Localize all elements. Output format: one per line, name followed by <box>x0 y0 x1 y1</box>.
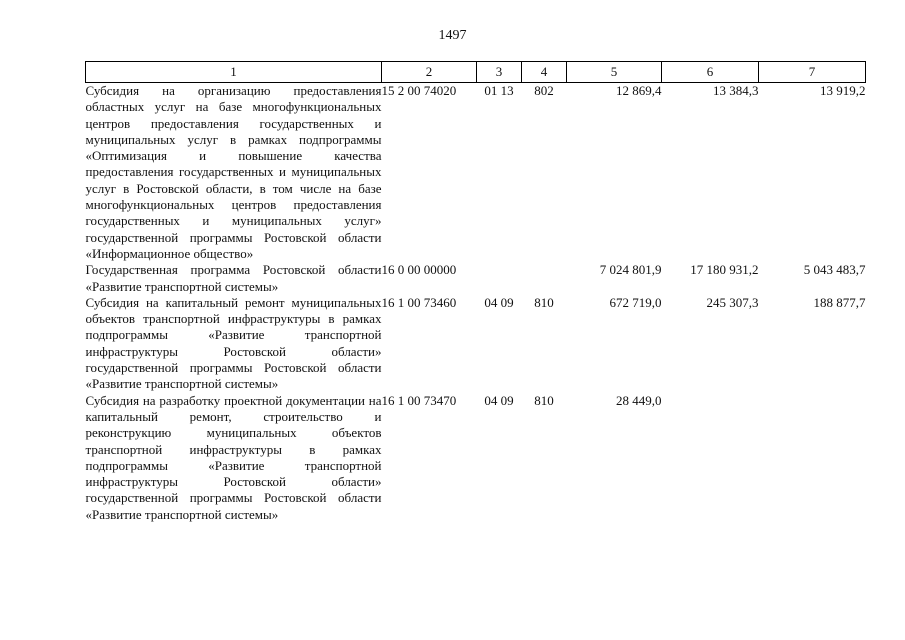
row-expense-type: 802 <box>534 83 554 98</box>
header-col-7: 7 <box>759 62 866 83</box>
header-col-4: 4 <box>522 62 567 83</box>
header-col-6: 6 <box>662 62 759 83</box>
row-section-code: 04 09 <box>484 294 514 310</box>
table-row <box>86 83 866 263</box>
row-target-code: 16 1 00 73470 <box>381 392 457 408</box>
table-header <box>86 62 866 83</box>
row-section-code: 01 13 <box>484 83 514 98</box>
row-amount-year-2 <box>662 393 759 523</box>
row-amount-year-2: 13 384,3 <box>713 83 759 98</box>
row-amount-year-1: 672 719,0 <box>609 294 662 310</box>
header-row <box>86 62 866 83</box>
row-amount-year-1: 7 024 801,9 <box>599 262 662 278</box>
row-name: Субсидия на организацию предоставления областных услуг на базе многофункциональных центров предоставления государственных и муниципальных услуг в рамках подпрограммы «Оптимизация и повышение качества предоставления государственных и муниципальных услуг в Ростовской области, в том числе на базе многофункциональных центров предоставления государственных и муниципальных услуг» государственной программы Ростовской области «Информационное общество» <box>85 83 382 261</box>
row-amount-year-3: 13 919,2 <box>820 83 866 98</box>
page-number: 1497 <box>438 28 467 43</box>
header-col-5: 5 <box>567 62 662 83</box>
row-amount-year-1: 28 449,0 <box>616 392 662 408</box>
budget-table <box>85 61 866 523</box>
row-amount-year-2: 245 307,3 <box>706 294 759 310</box>
row-name: Субсидия на капитальный ремонт муниципальных объектов транспортной инфраструктуры в рамках подпрограммы «Развитие транспортной инфраструктуры Ростовской области» государственной программы Ростовской области «Развитие транспортной системы» <box>85 294 382 392</box>
row-amount-year-3 <box>759 393 866 523</box>
row-amount-year-2: 17 180 931,2 <box>690 262 759 278</box>
row-section-code: 04 09 <box>484 392 514 408</box>
row-expense-type <box>522 262 567 295</box>
row-section-code <box>477 262 522 295</box>
table-row <box>86 295 866 393</box>
table-body <box>86 83 866 524</box>
table-row <box>86 262 866 295</box>
row-amount-year-1: 12 869,4 <box>616 83 662 98</box>
row-name: Субсидия на разработку проектной документации на капитальный ремонт, строительство и реконструкцию муниципальных объектов транспортной инфраструктуры в рамках подпрограммы «Развитие транспортной инфраструктуры Ростовской области» государственной программы Ростовской области «Развитие транспортной системы» <box>85 392 382 522</box>
row-name: Государственная программа Ростовской области «Развитие транспортной системы» <box>85 262 382 294</box>
row-amount-year-3: 5 043 483,7 <box>803 262 866 278</box>
header-col-3: 3 <box>477 62 522 83</box>
header-col-2: 2 <box>382 62 477 83</box>
row-expense-type: 810 <box>534 294 554 310</box>
header-col-1: 1 <box>86 62 382 83</box>
row-amount-year-3: 188 877,7 <box>813 294 866 310</box>
table-row <box>86 393 866 523</box>
row-target-code: 15 2 00 74020 <box>381 83 457 98</box>
row-expense-type: 810 <box>534 392 554 408</box>
row-target-code: 16 0 00 00000 <box>381 262 457 278</box>
row-target-code: 16 1 00 73460 <box>381 294 457 310</box>
